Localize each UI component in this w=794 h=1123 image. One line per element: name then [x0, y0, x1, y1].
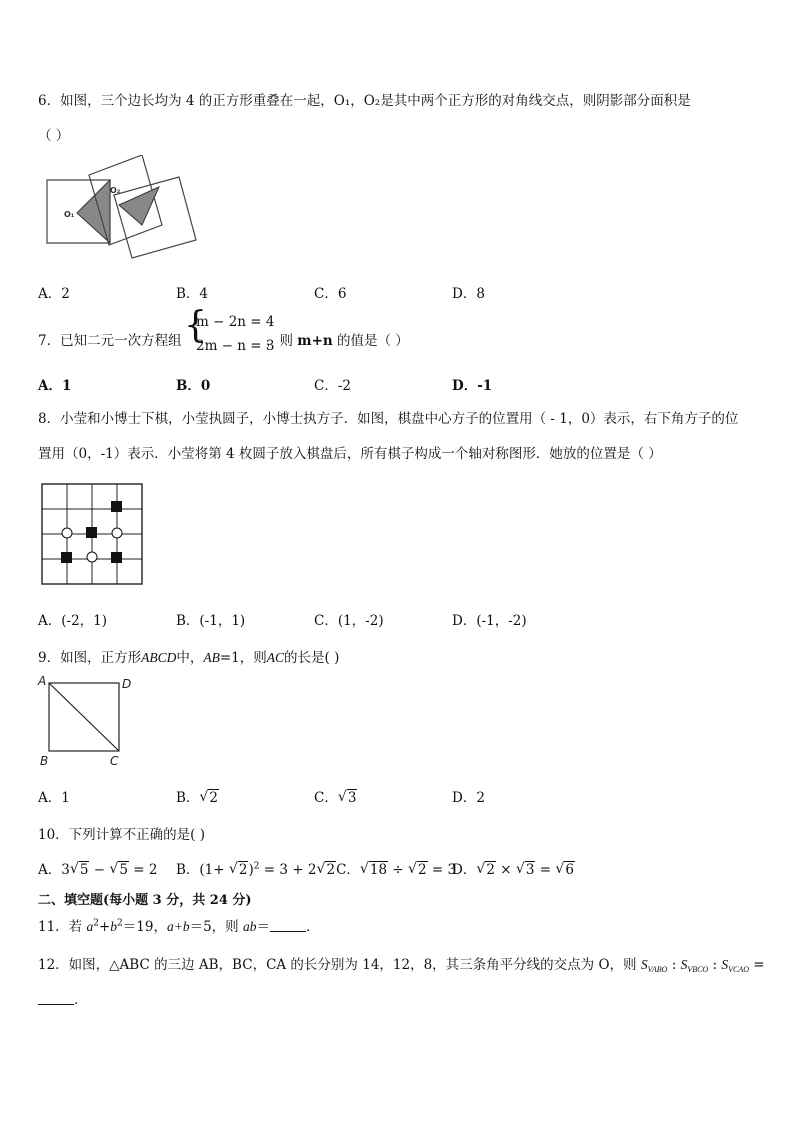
q8-round-piece: [62, 528, 72, 538]
q9-option-c-radical: √ 3: [338, 790, 358, 806]
q9-option-c-label: C．: [314, 790, 338, 806]
q8-option-b: B．(-1，1): [176, 613, 246, 629]
q7-post-a: ，则: [266, 333, 298, 349]
q6-figure: [44, 155, 204, 265]
q12-s3: S: [721, 957, 729, 972]
q12-line1: [38, 953, 765, 974]
q9-option-b: [176, 786, 219, 806]
q10-d-pre: D．: [452, 862, 477, 878]
q6-stem: 6．如图，三个边长均为 4 的正方形重叠在一起，O₁，O₂是其中两个正方形的对角线交点，则阴影部分面积是: [38, 93, 691, 109]
q11-stem: [38, 915, 319, 935]
q6-label-o1: O₁: [64, 210, 75, 219]
q10-c-pre: C．: [336, 862, 360, 878]
q11-eq2: ＝5，则: [189, 919, 243, 935]
q10-b-pre: B．(1+: [176, 862, 229, 878]
q9-option-b-radical: √ 2: [199, 790, 219, 806]
q11-pre: 11．若: [38, 919, 87, 935]
q12-colon1: :: [667, 957, 681, 973]
q9-option-b-label: B．: [176, 790, 200, 806]
q10-c-rad2: √ 2: [408, 862, 428, 878]
q9-label-d: D: [122, 677, 132, 691]
q7-eq1: m − 2n = 4: [196, 314, 275, 330]
q11-sq2: 2: [117, 918, 123, 929]
q10-b-rad2: √ 2: [316, 862, 336, 878]
q9-stem-f: AC: [266, 650, 285, 665]
q6-option-d: D．8: [452, 286, 485, 302]
section-2-heading: 二、填空题(每小题 3 分，共 24 分): [38, 893, 252, 908]
q12-text: 12．如图，△ABC 的三边 AB，BC，CA 的长分别为 14，12，8，其三条角平分线的交点为 O，则: [38, 957, 641, 973]
q6-option-a: A．2: [38, 286, 70, 302]
q10-b-rad: √ 2: [229, 862, 249, 878]
q10-d-rad3: √ 6: [555, 862, 575, 878]
q9-option-a: A．1: [38, 790, 70, 806]
q12-s2-sub: VBCO: [687, 965, 709, 974]
q6-option-c: C．6: [314, 286, 347, 302]
q9-stem-c: 中，: [176, 650, 204, 666]
q8-square-piece: [111, 501, 122, 512]
q10-a-rad1: √ 5: [70, 862, 90, 878]
q12-line2: [38, 988, 88, 1008]
q11-ab-sum: a+b: [166, 919, 190, 934]
q10-stem: 10．下列计算不正确的是( ): [38, 827, 206, 843]
q12-s1: S: [640, 957, 648, 972]
q7-stem-pre: 7．已知二元一次方程组: [38, 333, 182, 349]
q7-option-a: A．1: [38, 378, 72, 394]
q10-a-post: = 2: [128, 862, 158, 878]
q8-option-a: A．(-2，1): [38, 613, 108, 629]
q8-square-piece: [61, 552, 72, 563]
q10-a-rad2: √ 5: [109, 862, 129, 878]
q10-b-post2: = 3 + 2: [259, 862, 317, 878]
q9-figure: [36, 673, 136, 769]
q11-var-b: b: [110, 919, 118, 934]
q10-b-post1: ): [248, 862, 254, 878]
q8-square-piece: [86, 527, 97, 538]
q12-colon2: :: [708, 957, 722, 973]
q10-c-post: = 3: [427, 862, 457, 878]
q10-c-rad1: √ 18: [360, 862, 388, 878]
q10-d-rad2: √ 3: [516, 862, 536, 878]
q7-option-c: C．-2: [314, 378, 351, 394]
q7-brace: {: [184, 305, 207, 346]
q8-round-piece: [87, 552, 97, 562]
q9-label-c: C: [110, 754, 119, 768]
q9-stem-b: ABCD: [141, 650, 177, 665]
q11-plus: +: [98, 919, 111, 935]
q6-label-o2: O₂: [110, 186, 121, 195]
q11-sq1: 2: [93, 918, 99, 929]
q9-stem-e: =1，则: [219, 650, 267, 666]
q9-label-a: A: [38, 674, 47, 688]
q8-board: [41, 483, 143, 585]
q9-stem-g: 的长是( ): [284, 650, 340, 666]
q10-d-mid: ×: [495, 862, 516, 878]
q7-stem-post: [266, 329, 409, 349]
q10-d-rad1: √ 2: [476, 862, 496, 878]
q8-option-c: C．(1，-2): [314, 613, 384, 629]
q10-a-mid: −: [89, 862, 110, 878]
q8-line1: 8．小莹和小博士下棋，小莹执圆子，小博士执方子．如图，棋盘中心方子的位置用（ - 1，0）表示，右下角方子的位: [38, 411, 739, 427]
q9-stem: [38, 646, 339, 666]
q8-round-piece: [112, 528, 122, 538]
q11-ab: ab: [242, 919, 257, 934]
q7-eq2: 2m − n = 3: [196, 338, 275, 354]
q9-stem-a: 9．如图，正方形: [38, 650, 142, 666]
q12-s1-sub: VABO: [647, 965, 668, 974]
q9-option-d: D．2: [452, 790, 485, 806]
q11-end: ．: [305, 919, 320, 935]
q12-eq: =: [748, 957, 765, 973]
q11-var-a: a: [86, 919, 94, 934]
q6-option-b: B．4: [176, 286, 209, 302]
q6-shaded-right: [119, 187, 159, 225]
q10-a-pre: A．3: [38, 862, 70, 878]
q9-stem-d: AB: [203, 650, 220, 665]
q8-square-piece: [111, 552, 122, 563]
q7-post-b: m+n: [297, 333, 333, 349]
q12-s3-sub: VCAO: [728, 965, 749, 974]
q6-bracket: （ ）: [38, 128, 70, 144]
q10-d-eq: =: [535, 862, 556, 878]
q10-option-d: [452, 858, 575, 878]
q12-s2: S: [680, 957, 688, 972]
q10-option-b: [176, 858, 456, 878]
q11-eq3: ＝: [256, 919, 270, 935]
q7-option-d: D．-1: [452, 378, 493, 394]
q7-post-c: 的值是（ ）: [332, 333, 409, 349]
q12-end: ．: [74, 992, 88, 1008]
q9-label-b: B: [40, 754, 49, 768]
q10-b-square: 2: [253, 861, 260, 872]
q8-option-d: D．(-1，-2): [452, 613, 527, 629]
q11-eq1: ＝19，: [122, 919, 167, 935]
q10-option-a: [38, 858, 157, 878]
q9-option-c: [314, 786, 357, 806]
q8-line2: 置用（0，-1）表示．小莹将第 4 枚圆子放入棋盘后，所有棋子构成一个轴对称图形．她放的位置是（ ）: [38, 446, 662, 462]
q11-answer-blank[interactable]: [270, 919, 306, 932]
q7-option-b: B．0: [176, 378, 211, 394]
q12-answer-blank[interactable]: [38, 992, 74, 1005]
q10-c-mid: ÷: [388, 862, 408, 878]
